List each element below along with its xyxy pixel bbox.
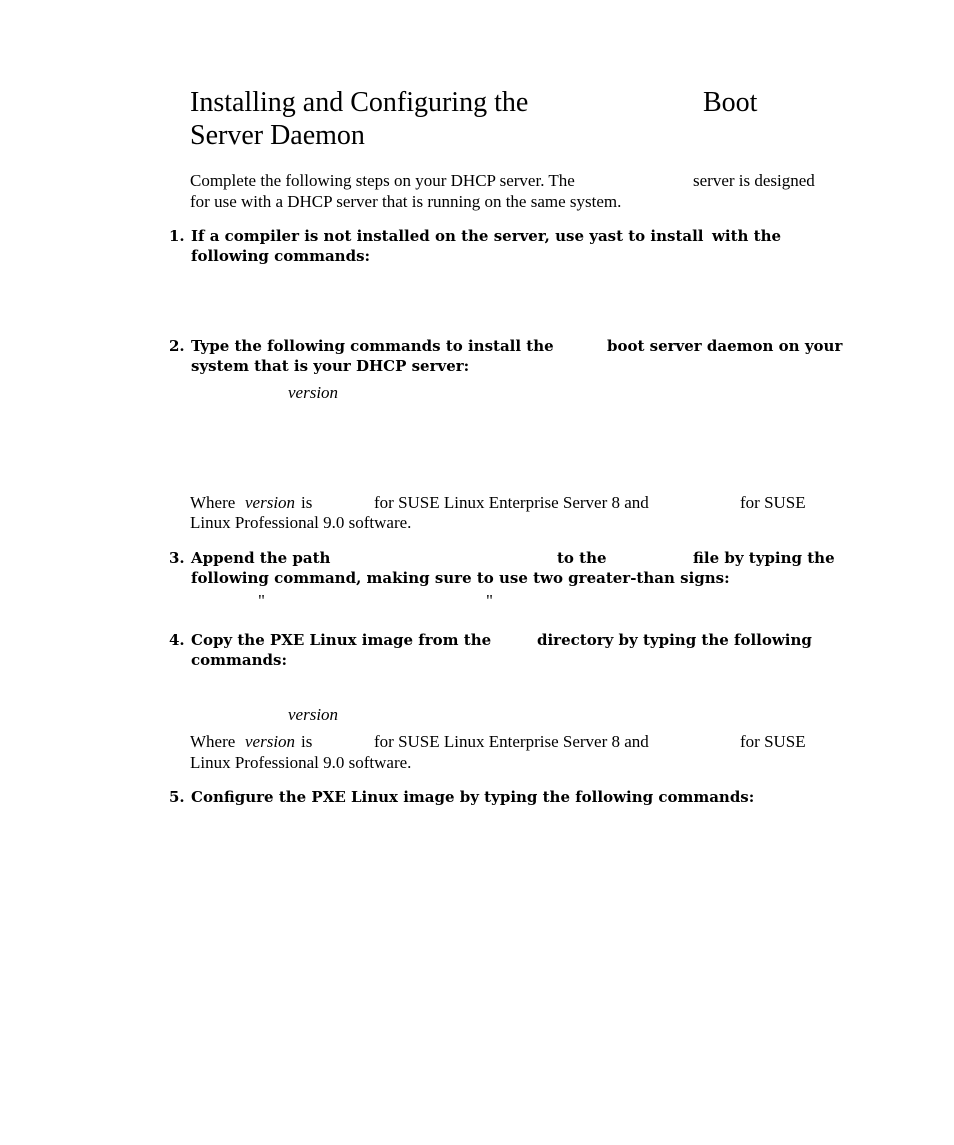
step-3-text-line1-end: file by typing the (693, 549, 835, 567)
step-2-note-suse: for SUSE (740, 493, 806, 512)
step-4-note-where: Where (190, 732, 236, 751)
step-2-note-suse8: for SUSE Linux Enterprise Server 8 and (374, 493, 649, 512)
step-4-text-line1-end: directory by typing the following (537, 631, 812, 649)
step-2-text-line2: system that is your DHCP server: (191, 357, 470, 375)
step-4-text-line2: commands: (191, 651, 287, 669)
step-1-text-line1: If a compiler is not installed on the server, use yast to install (191, 227, 704, 245)
step-4-note-suse: for SUSE (740, 732, 806, 751)
step-3-text-line1-mid: to the (557, 549, 607, 567)
step-4-note-line2: Linux Professional 9.0 software. (190, 753, 412, 772)
step-4-code-version-var: version (288, 705, 339, 724)
page-title-line2: Server Daemon (190, 120, 365, 151)
step-1-text-line2: following commands: (191, 247, 371, 265)
step-2-code-version-var: version (288, 383, 339, 402)
step-2-note-version-var: version (245, 493, 296, 512)
page-title-boot: Boot (703, 87, 758, 118)
step-3-number: 3. (169, 549, 185, 567)
step-2-text-line1-end: boot server daemon on your (607, 337, 843, 355)
step-4-note-is: is (301, 732, 313, 751)
step-1-text-line1-end: with the (712, 227, 782, 245)
intro-text-line1-end: server is designed (693, 171, 815, 190)
step-4-note-version-var: version (245, 732, 296, 751)
step-4-number: 4. (169, 631, 185, 649)
step-2-note-where: Where (190, 493, 236, 512)
step-4-note-suse8: for SUSE Linux Enterprise Server 8 and (374, 732, 649, 751)
step-2-text-line1: Type the following commands to install the (191, 337, 554, 355)
step-4-text-line1: Copy the PXE Linux image from the (191, 631, 492, 649)
step-1-number: 1. (169, 227, 185, 245)
step-5-number: 5. (169, 788, 185, 806)
step-3-text-line2: following command, making sure to use two greater-than signs: (191, 569, 730, 587)
step-3-code-quote-open: " (258, 591, 265, 610)
intro-text-line2: for use with a DHCP server that is running on the same system. (190, 192, 622, 211)
page-title-line1: Installing and Configuring the (190, 87, 529, 118)
step-3-code-quote-close: " (486, 591, 493, 610)
step-2-note-is: is (301, 493, 313, 512)
step-2-note-line2: Linux Professional 9.0 software. (190, 513, 412, 532)
step-3-text-line1: Append the path (191, 549, 331, 567)
intro-text-line1: Complete the following steps on your DHCP server. The (190, 171, 575, 190)
step-2-number: 2. (169, 337, 185, 355)
step-5-text-line1: Configure the PXE Linux image by typing the following commands: (191, 788, 755, 806)
